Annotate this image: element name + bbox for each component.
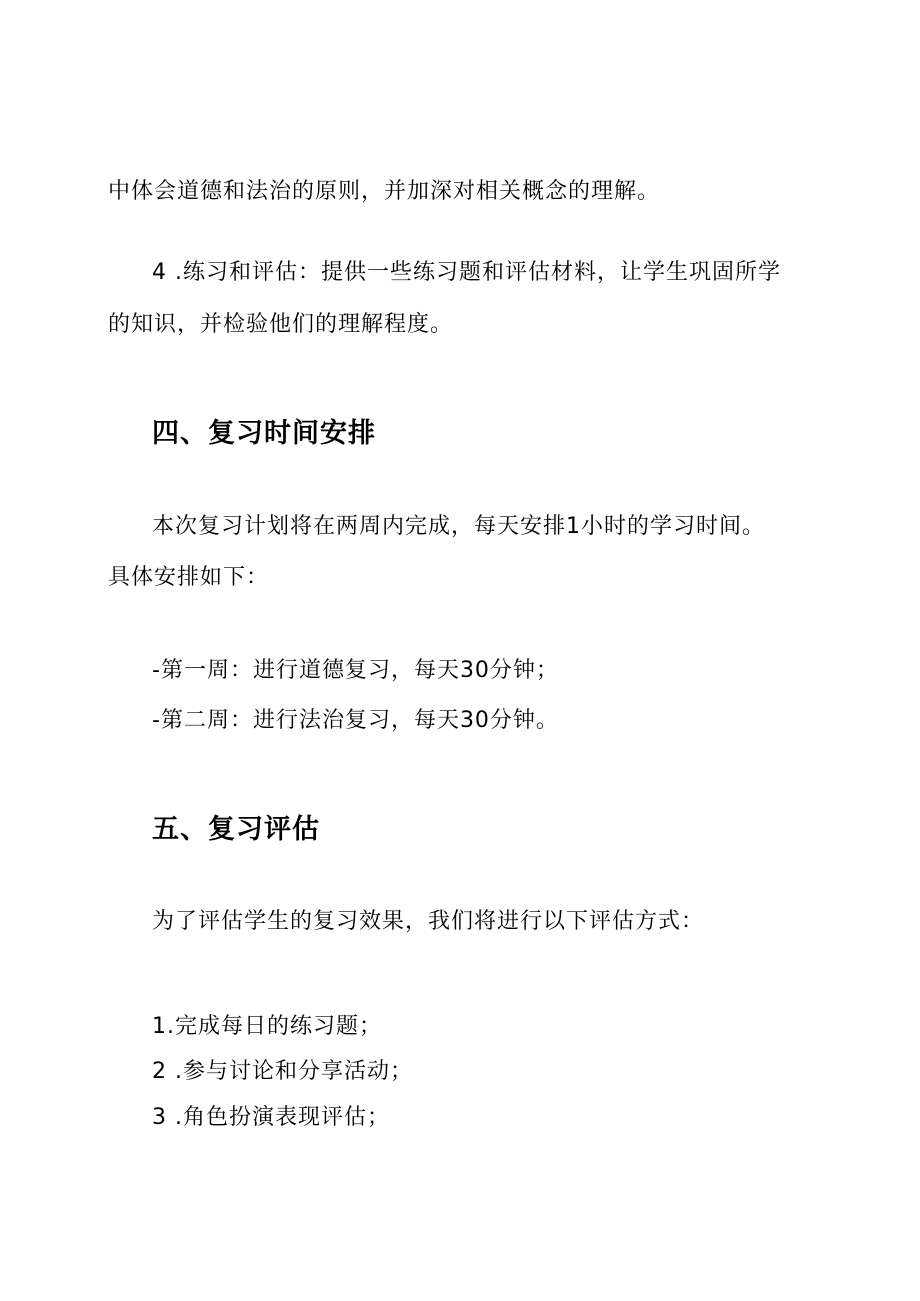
schedule-week-2: -第二周：进行法治复习，每天30分钟。 xyxy=(152,708,559,733)
evaluation-item-3: 3 .角色扮演表现评估； xyxy=(152,1105,390,1130)
paragraph-continuation: 中体会道德和法治的原则，并加深对相关概念的理解。 xyxy=(108,179,661,204)
evaluation-item-2: 2 .参与讨论和分享活动； xyxy=(152,1059,413,1084)
list-item-4-line-1: 4 .练习和评估：提供一些练习题和评估材料，让学生巩固所学 xyxy=(152,260,781,285)
section-4-intro-line-1: 本次复习计划将在两周内完成，每天安排1小时的学习时间。 xyxy=(152,514,765,539)
list-item-4-line-2: 的知识，并检验他们的理解程度。 xyxy=(108,312,454,337)
evaluation-item-1: 1.完成每日的练习题； xyxy=(152,1014,382,1039)
section-5-intro: 为了评估学生的复习效果，我们将进行以下评估方式： xyxy=(152,909,705,934)
section-4-heading: 四、复习时间安排 xyxy=(152,418,376,449)
section-5-heading: 五、复习评估 xyxy=(152,814,320,845)
section-4-intro-line-2: 具体安排如下： xyxy=(108,565,270,590)
schedule-week-1: -第一周：进行道德复习，每天30分钟； xyxy=(152,658,559,683)
